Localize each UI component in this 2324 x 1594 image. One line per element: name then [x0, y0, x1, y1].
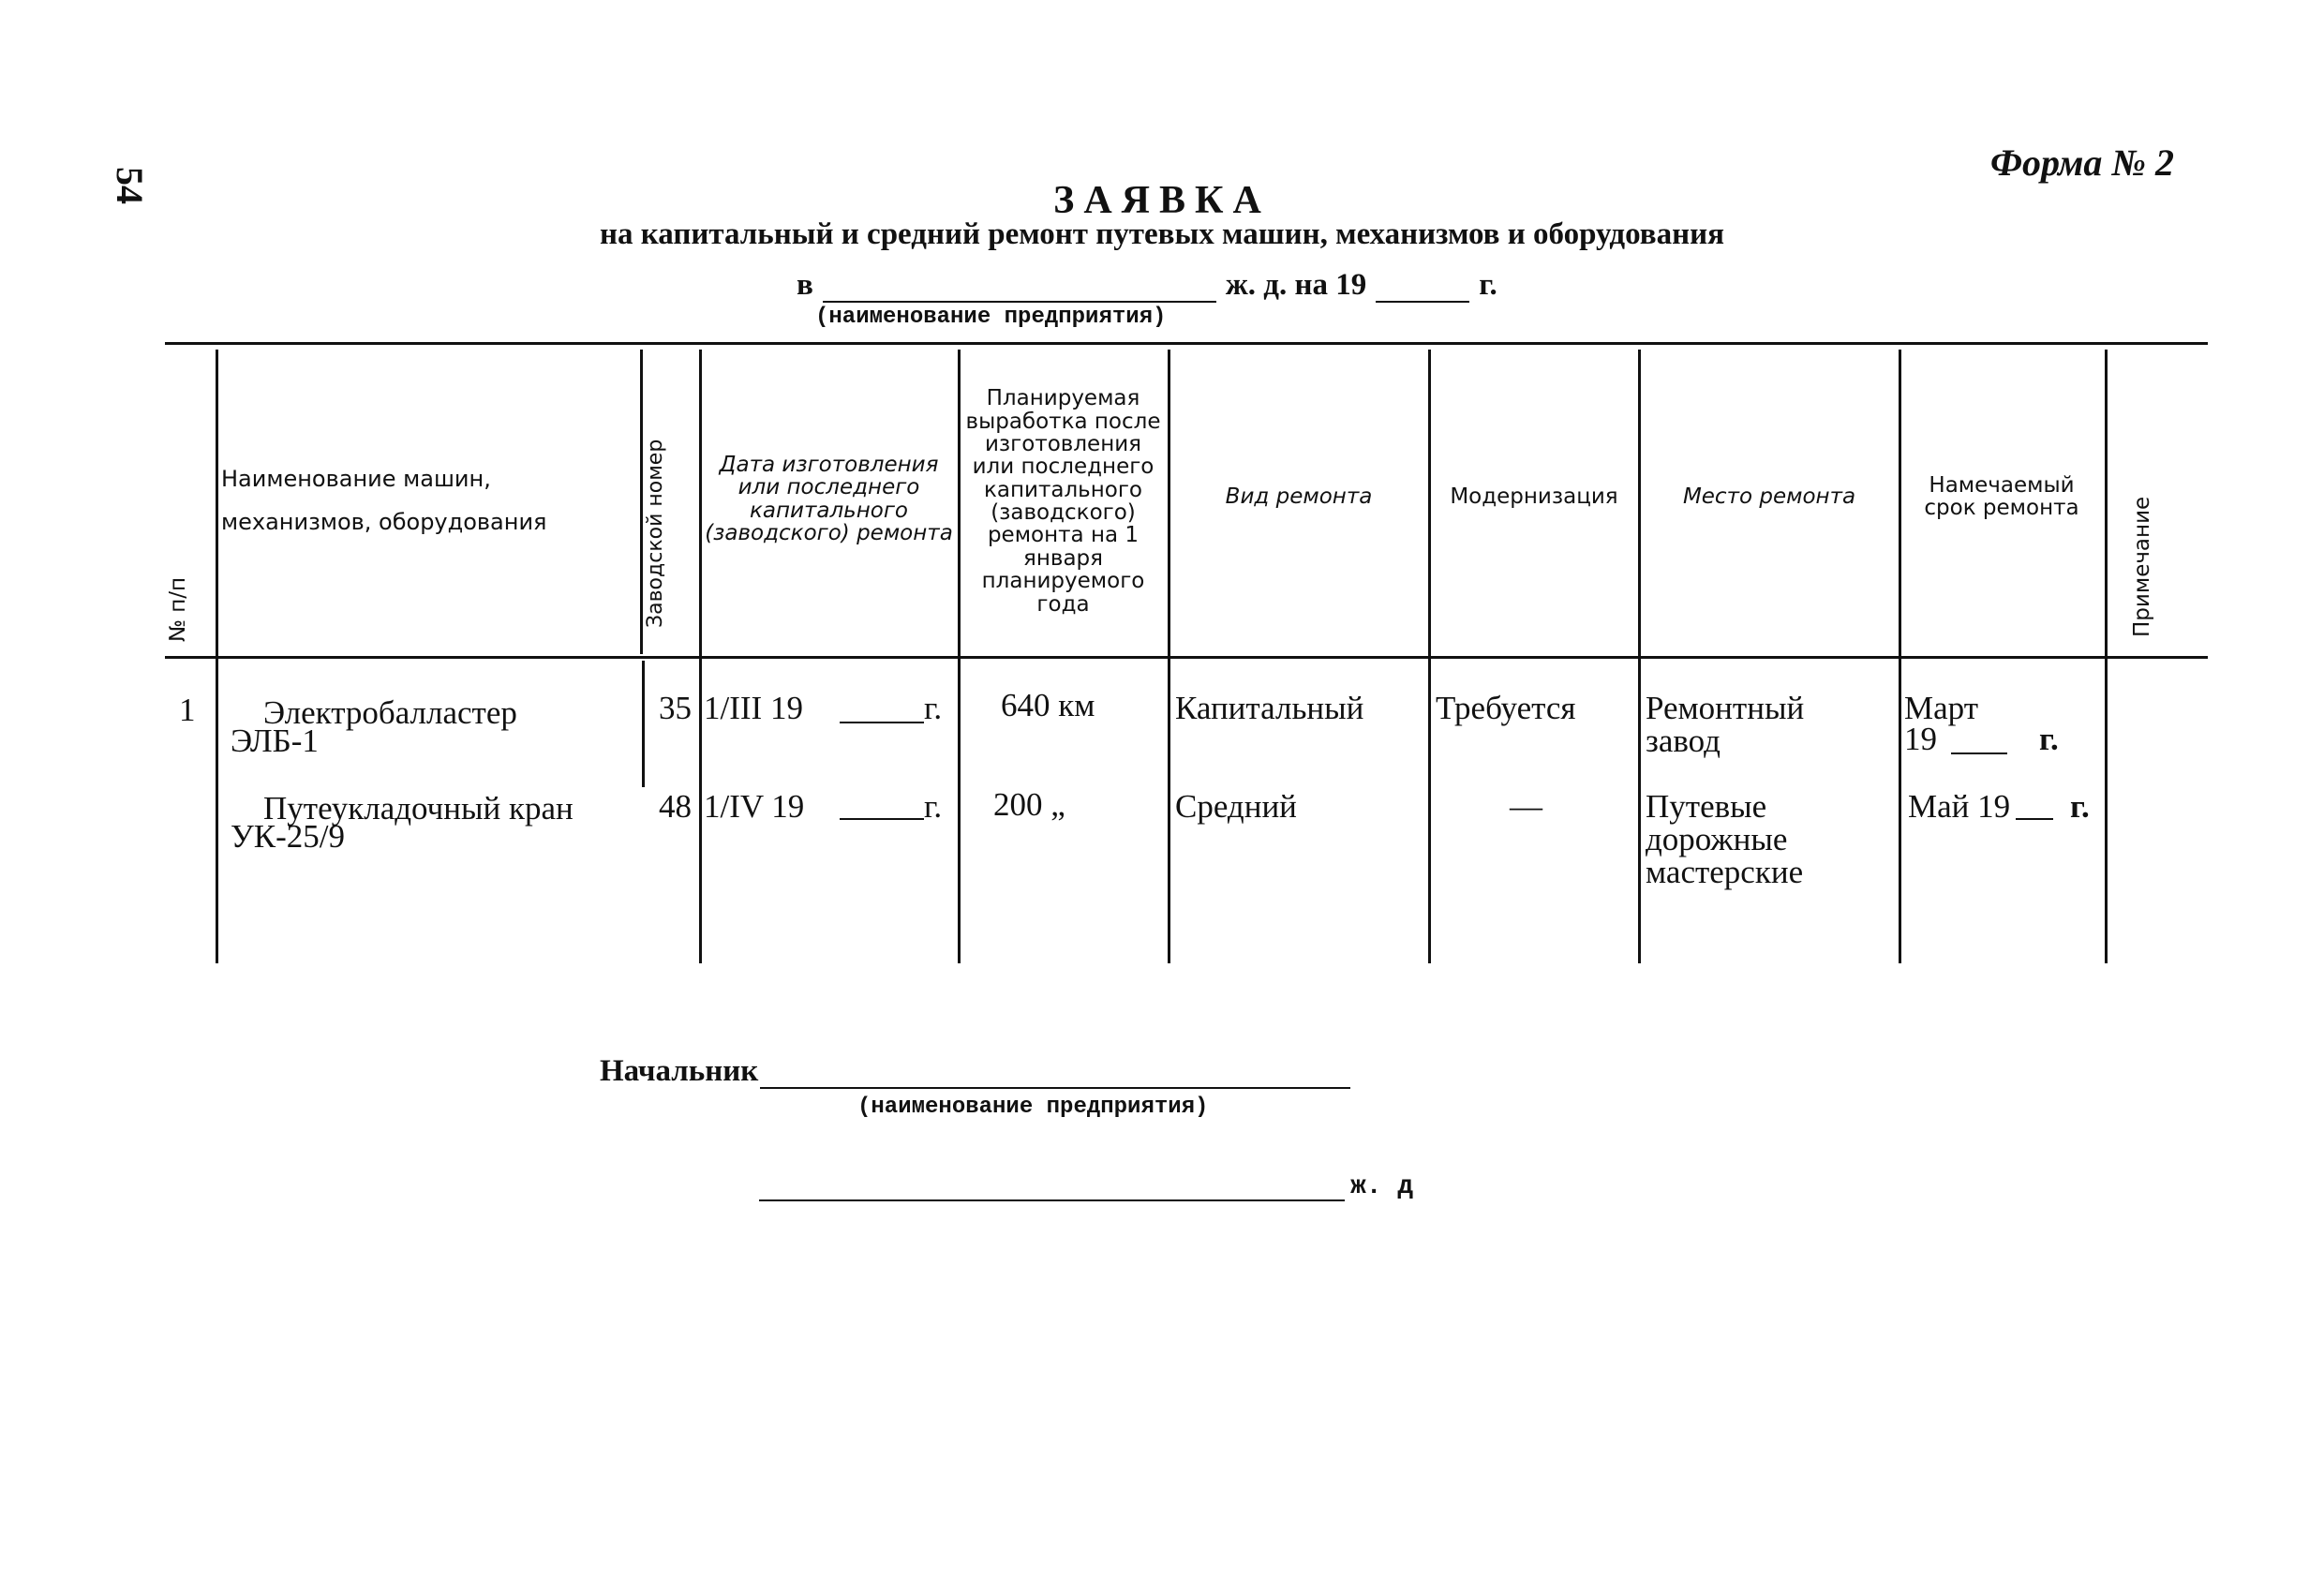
request-suffix: г.	[1479, 268, 1497, 302]
col-divider	[640, 350, 643, 654]
document-subtitle: на капитальный и средний ремонт путевых машин, механизмов и оборудования	[600, 217, 1724, 251]
row1-factory-number: 35	[659, 690, 692, 726]
row2-date: 1/IV 19	[704, 788, 805, 825]
header-note: Примечание	[2130, 496, 2154, 637]
header-repair-type: Вид ремонта	[1225, 484, 1373, 509]
row1-mileage: 640 км	[1001, 687, 1095, 723]
row1-num: 1	[179, 692, 196, 728]
row1-term-line1: Март	[1904, 690, 1978, 726]
row1-place-line1: Ремонтный	[1646, 690, 1805, 726]
row2-place-line3: мастерские	[1646, 854, 1804, 890]
col-divider	[1638, 350, 1641, 963]
header-mileage: Планируемая выработка после изготовления или последнего капитального (заводского) ремонта на 1 января планируемого года	[965, 386, 1161, 617]
request-line	[797, 268, 1497, 303]
row1-modernization: Требуется	[1436, 690, 1576, 726]
row1-repair-type: Капитальный	[1175, 690, 1364, 726]
row1-date-suffix: г.	[924, 690, 943, 726]
row1-place-line2: завод	[1646, 723, 1721, 759]
col-divider	[216, 350, 218, 963]
row2-date-blank[interactable]	[840, 790, 924, 820]
table-top-border	[165, 342, 2208, 345]
header-bottom-border	[165, 656, 2208, 659]
row1-date: 1/III 19	[704, 690, 803, 726]
repair-table	[165, 342, 2208, 961]
row2-term-blank[interactable]	[2016, 790, 2053, 820]
enterprise-blank[interactable]	[823, 273, 1216, 303]
header-modernization: Модернизация	[1450, 484, 1618, 509]
row2-place-line2: дорожные	[1646, 821, 1788, 857]
header-place: Место ремонта	[1682, 484, 1856, 509]
request-prefix: в	[797, 268, 813, 302]
row1-term-line2: 19	[1904, 721, 1937, 757]
row2-name-line2: УК-25/9	[231, 818, 346, 855]
row2-name-line1: Путеукладочный кран	[263, 790, 574, 827]
row2-factory-number: 48	[659, 788, 692, 825]
col-divider	[699, 350, 702, 963]
signature-label: Начальник	[600, 1054, 759, 1088]
row2-term-line1: Май 19	[1908, 788, 2011, 825]
row1-name-line2: ЭЛБ-1	[231, 723, 319, 759]
railway-blank[interactable]	[759, 1171, 1345, 1201]
request-middle: ж. д. на 19	[1225, 268, 1367, 302]
signature-blank[interactable]	[760, 1059, 1350, 1089]
row1-term-blank[interactable]	[1951, 724, 2007, 754]
signature-caption: (наименование предприятия)	[857, 1095, 1209, 1120]
col-divider	[1899, 350, 1901, 963]
row1-name-line1: Электробалластер	[263, 694, 517, 731]
row2-term-suffix: г.	[2070, 788, 2090, 825]
row2-place-line1: Путевые	[1646, 788, 1767, 825]
page-number: 54	[109, 167, 151, 204]
signature-line	[600, 1054, 1360, 1089]
enterprise-caption: (наименование предприятия)	[815, 305, 1167, 330]
row2-date-suffix: г.	[924, 788, 943, 825]
form-number: Форма № 2	[1989, 142, 2174, 184]
year-blank[interactable]	[1376, 273, 1469, 303]
railway-label: ж. д	[1350, 1172, 1414, 1201]
row2-repair-type: Средний	[1175, 788, 1297, 825]
col-divider	[642, 661, 645, 787]
col-divider	[1428, 350, 1431, 963]
col-divider	[2105, 350, 2108, 963]
row2-mileage: 200 „	[993, 786, 1065, 823]
header-name: Наименование машин, механизмов, оборудования	[221, 466, 547, 535]
header-term: Намечаемый срок ремонта	[1924, 472, 2079, 520]
row2-modernization: —	[1510, 788, 1542, 825]
col-divider	[1168, 350, 1170, 963]
railway-line	[759, 1171, 1413, 1201]
row1-term-suffix: г.	[2039, 721, 2059, 757]
header-num: № п/п	[166, 576, 190, 642]
header-factory-number: Заводской номер	[644, 439, 667, 628]
col-divider	[958, 350, 961, 963]
row1-date-blank[interactable]	[840, 693, 924, 723]
document-title: ЗАЯВКА	[1053, 179, 1271, 222]
header-date: Дата изготовления или последнего капитального (заводского) ремонта	[705, 452, 953, 545]
